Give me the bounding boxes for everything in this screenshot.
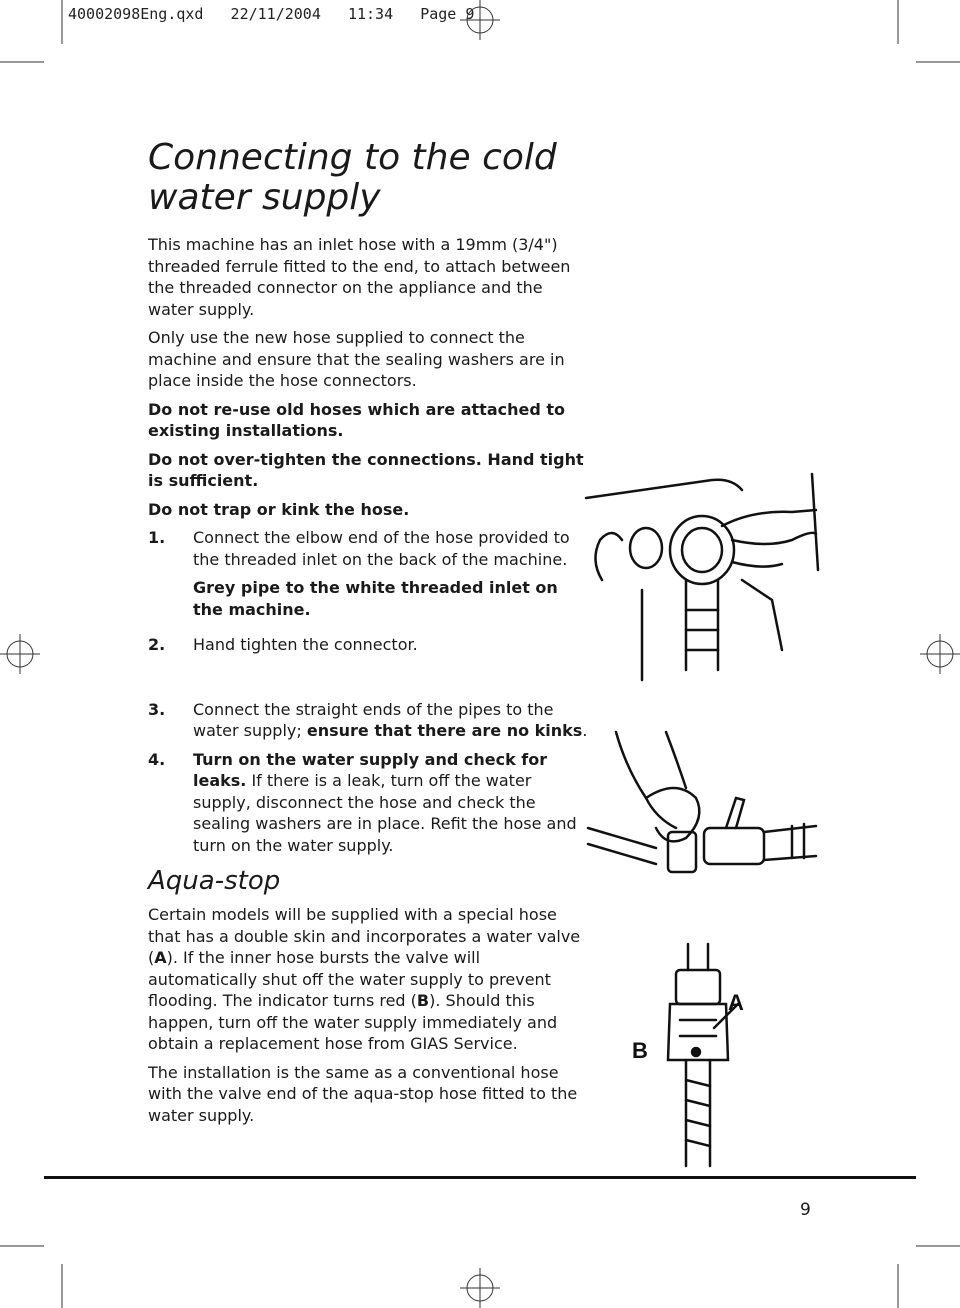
step-4 bbox=[148, 749, 588, 857]
tap-connection-illustration bbox=[586, 728, 818, 888]
step-emphasis: ensure that there are no kinks bbox=[306, 721, 583, 740]
step-text: Connect the elbow end of the hose provided to the threaded inlet on the back of the machine. bbox=[193, 528, 570, 569]
callout-a: A bbox=[728, 990, 744, 1015]
step-number: 3. bbox=[148, 699, 166, 719]
text-column bbox=[148, 234, 588, 1133]
aquastop-valve-illustration bbox=[650, 940, 750, 1170]
warning-reuse: Do not re-use old hoses which are attached to existing installations. bbox=[148, 399, 566, 440]
warning-kink: Do not trap or kink the hose. bbox=[148, 499, 410, 519]
step-text: Hand tighten the connector. bbox=[193, 635, 418, 654]
step-tail: . bbox=[582, 721, 588, 740]
elbow-connection-illustration bbox=[582, 470, 822, 700]
callout-b: B bbox=[632, 1038, 648, 1063]
step-text: If there is a leak, turn off the water supply, disconnect the hose and check the sealing washers are in place. Refit the hose and turn on the water supply. bbox=[193, 771, 577, 855]
step-number: 1. bbox=[148, 528, 166, 547]
step-number: 2. bbox=[148, 635, 166, 654]
step-emphasis: Turn on the water supply and check for leaks. bbox=[193, 749, 548, 790]
warning-overtighten: Do not over-tighten the connections. Hand tight is sufficient. bbox=[148, 449, 584, 490]
step-3 bbox=[148, 699, 588, 742]
page-title: Connecting to the cold water supply bbox=[148, 137, 557, 218]
print-slug: 40002098Eng.qxd 22/11/2004 11:34 Page 9 bbox=[68, 5, 475, 23]
aquastop-paragraph-1: Certain models will be supplied with a special hose that has a double skin and incorporates a water valve (A). If the inner hose bursts the valve will automatically shut off the water supply to prevent flooding. The indicator turns red (B). Should this happen, turn off the water supply immediately and obtain a replacement hose from GIAS Service. bbox=[148, 905, 581, 1053]
step-note: Grey pipe to the white threaded inlet on the machine. bbox=[193, 578, 558, 619]
usage-paragraph: Only use the new hose supplied to connect the machine and ensure that the sealing washers are in place inside the hose connectors. bbox=[148, 328, 565, 390]
step-1 bbox=[148, 527, 588, 627]
aquastop-paragraph-2: The installation is the same as a conventional hose with the valve end of the aqua-stop hose fitted to the water supply. bbox=[148, 1062, 578, 1125]
intro-paragraph: This machine has an inlet hose with a 19mm (3/4") threaded ferrule fitted to the end, to attach between the threaded connector on the appliance and the water supply. bbox=[148, 235, 571, 319]
aquastop-heading: Aqua-stop bbox=[148, 866, 281, 896]
page-number: 9 bbox=[800, 1200, 811, 1220]
footer-rule bbox=[44, 1176, 916, 1179]
step-text: Connect the straight ends of the pipes to the water supply; bbox=[193, 699, 554, 740]
step-2 bbox=[148, 634, 588, 656]
step-number: 4. bbox=[148, 749, 166, 769]
